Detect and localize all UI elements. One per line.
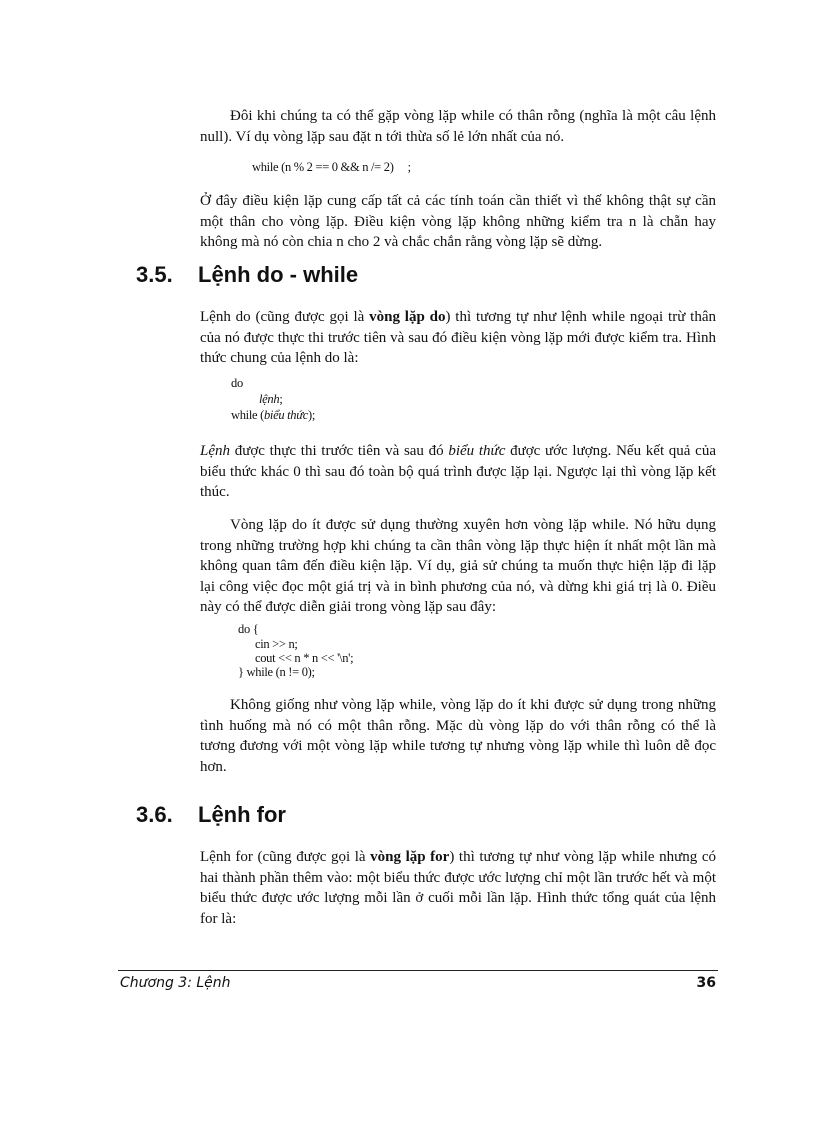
- section-title: Lệnh do - while: [198, 262, 359, 287]
- section-number: 3.5.: [136, 262, 173, 287]
- section-number: 3.6.: [136, 802, 173, 827]
- paragraph-do-semantics: Lệnh được thực thi trước tiên và sau đó biểu thức được ước lượng. Nếu kết quả của biểu thức khác 0 thì sau đó toàn bộ quá trình được lặp lại. Ngược lại thì vòng lặp kết thúc.: [200, 443, 716, 500]
- footer-chapter-title: Chương 3: Lệnh: [120, 975, 231, 991]
- paragraph-for-statement: Lệnh for (cũng được gọi là vòng lặp for) thì tương tự như vòng lặp while nhưng có hai thành phần thêm vào: một biểu thức được ước lượng chỉ một lần trước hết và một biểu thức được ước lượng mỗi lần ở cuối mỗi lần lặp. Hình thức tổng quát của lệnh for là:: [200, 849, 716, 927]
- footer-page-number: 36: [696, 975, 716, 991]
- paragraph-do-vs-while: Không giống như vòng lặp while, vòng lặp do ít khi được sử dụng trong những tình huống mà nó có một thân rỗng. Mặc dù vòng lặp do với thân rỗng có thể là tương đương với một vòng lặp while tương tự nhưng vòng lặp while thì luôn dễ đọc hơn.: [200, 697, 716, 775]
- paragraph-empty-body-while: Đôi khi chúng ta có thể gặp vòng lặp while có thân rỗng (nghĩa là một câu lệnh null). Ví dụ vòng lặp sau đặt n tới thừa số lẻ lớn nhất của nó.: [200, 108, 716, 145]
- paragraph-do-statement: Lệnh do (cũng được gọi là vòng lặp do) thì tương tự như lệnh while ngoại trừ thân của nó được thực thi trước tiên và sau đó điều kiện vòng lặp mới được kiểm tra. Hình thức chung của lệnh do là:: [200, 309, 716, 366]
- section-heading-do-while: [136, 262, 358, 288]
- term-for-loop: vòng lặp for: [370, 849, 450, 865]
- term-do-loop: vòng lặp do: [369, 309, 446, 325]
- footer-divider: [118, 970, 718, 971]
- paragraph-do-usage: Vòng lặp do ít được sử dụng thường xuyên hơn vòng lặp while. Nó hữu dụng trong những trường hợp khi chúng ta cần thân vòng lặp thực hiện ít nhất một lần mà không quan tâm đến điều kiện lặp. Ví dụ, giả sử chúng ta muốn thực hiện lặp đi lặp lại công việc đọc một giá trị và in bình phương của nó, và dừng khi giá trị là 0. Điều này có thể được diễn giải trong vòng lặp sau đây:: [200, 517, 716, 615]
- paragraph-loop-condition: Ở đây điều kiện lặp cung cấp tất cả các tính toán cần thiết vì thế không thật sự cần một thân cho vòng lặp. Điều kiện vòng lặp không những kiểm tra n là chẵn hay không mà nó còn chia n cho 2 và chắc chắn rằng vòng lặp sẽ dừng.: [200, 193, 716, 250]
- code-while-empty-body: while (n % 2 == 0 && n /= 2) ;: [252, 160, 411, 174]
- document-page: Đôi khi chúng ta có thể gặp vòng lặp while có thân rỗng (nghĩa là một câu lệnh null). Ví dụ vòng lặp sau đặt n tới thừa số lẻ lớn nhất của nó. while (n % 2 == 0 && n /= 2) ; Ở đây điều kiện lặp cung cấp tất cả các tính toán cần thiết vì thế không thật sự cần một thân cho vòng lặp. Điều kiện vòng lặp không những kiểm tra n là chẵn hay không mà nó còn chia n cho 2 và chắc chắn rằng vòng lặp sẽ dừng. 3.5. Lệnh do - while Lệnh do (cũng được gọi là vòng lặp do) thì tương tự như lệnh while ngoại trừ thân của nó được thực thi trước tiên và sau đó điều kiện vòng lặp mới được kiểm tra. Hình thức chung của lệnh do là: do lệnh; while (biểu thức); Lệnh được thực thi trước tiên và sau đó biểu thức được ước lượng. Nếu kết quả của biểu thức khác 0 thì sau đó toàn bộ quá trình được lặp lại. Ngược lại thì vòng lặp kết thúc. Vòng lặp do ít được sử dụng thường xuyên hơn vòng lặp while. Nó hữu dụng trong những trường hợp khi chúng ta cần thân vòng lặp thực hiện ít nhất một lần mà không quan tâm đến điều kiện lặp. Ví dụ, giả sử chúng ta muốn thực hiện lặp đi lặp lại công việc đọc một giá trị và in bình phương của nó, và dừng khi giá trị là 0. Điều này có thể được diễn giải trong vòng lặp sau đây: do { cin >> n; cout << n * n << '\n'; } while (n != 0); Không giống như vòng lặp while, vòng lặp do ít khi được sử dụng trong những tình huống mà nó có một thân rỗng. Mặc dù vòng lặp do với thân rỗng có thể là tương đương với một vòng lặp while tương tự nhưng vòng lặp while thì luôn dễ đọc hơn. 3.6. Lệnh for Lệnh for (cũng được gọi là vòng lặp for) thì tương tự như vòng lặp while nhưng có hai thành phần thêm vào: một biểu thức được ước lượng chỉ một lần trước hết và một biểu thức được ước lượng mỗi lần ở cuối mỗi lần lặp. Hình thức tổng quát của lệnh for là: Chương 3: Lệnh 36: [120, 108, 716, 991]
- section-heading-for: [136, 802, 286, 828]
- section-title: Lệnh for: [198, 802, 286, 827]
